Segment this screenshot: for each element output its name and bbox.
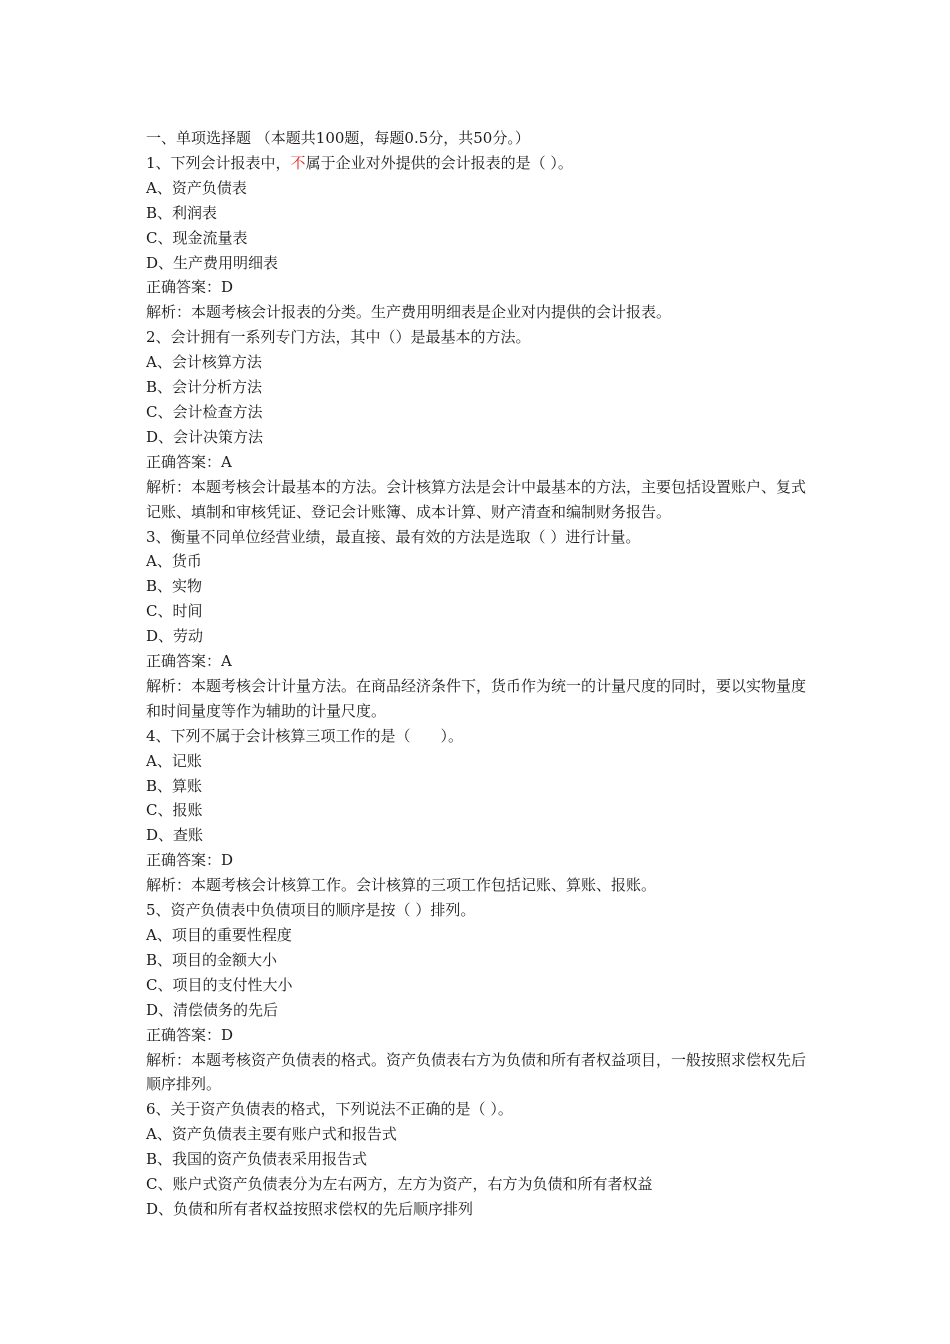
option-a: A、会计核算方法 [146, 353, 262, 372]
question-4 [146, 724, 816, 898]
option-b: B、利润表 [146, 203, 218, 222]
option-b: B、会计分析方法 [146, 378, 263, 397]
option-c: C、现金流量表 [146, 228, 248, 247]
option-c: C、账户式资产负债表分为左右两方，左方为资产，右方为负债和所有者权益 [146, 1175, 653, 1194]
option-a: A、资产负债表 [146, 178, 247, 197]
correct-answer: 正确答案：D [146, 278, 234, 297]
question-1 [146, 151, 816, 325]
option-c: C、会计检查方法 [146, 402, 263, 421]
option-a: A、项目的重要性程度 [146, 926, 292, 944]
question-5 [146, 898, 816, 1097]
analysis: 解析：本题考核会计最基本的方法。会计核算方法是会计中最基本的方法，主要包括设置账户、复式记账、填制和审核凭证、登记会计账簿、成本计算、财产清查和编制财务报告。 [146, 477, 807, 521]
option-c: C、项目的支付性大小 [146, 975, 293, 994]
option-b: B、实物 [146, 577, 203, 596]
option-a: A、货币 [146, 552, 202, 571]
analysis: 解析：本题考核会计报表的分类。生产费用明细表是企业对内提供的会计报表。 [146, 303, 672, 322]
question-stem: 6、关于资产负债表的格式，下列说法不正确的是（ ）。 [146, 1100, 513, 1119]
option-b: B、项目的金额大小 [146, 950, 278, 969]
option-d: D、负债和所有者权益按照求偿权的先后顺序排列 [146, 1199, 474, 1218]
question-stem: 5、资产负债表中负债项目的顺序是按（ ）排列。 [146, 901, 476, 920]
question-stem: 3、衡量不同单位经营业绩，最直接、最有效的方法是选取（ ）进行计量。 [146, 527, 641, 546]
analysis: 解析：本题考核会计核算工作。会计核算的三项工作包括记账、算账、报账。 [146, 876, 657, 895]
option-a: A、资产负债表主要有账户式和报告式 [146, 1125, 397, 1144]
option-d: D、会计决策方法 [146, 427, 264, 446]
correct-answer: 正确答案：D [146, 851, 234, 870]
option-c: C、时间 [146, 602, 203, 621]
question-3 [146, 525, 816, 724]
analysis: 解析：本题考核资产负债表的格式。资产负债表右方为负债和所有者权益项目，一般按照求偿权先后顺序排列。 [146, 1050, 807, 1094]
correct-answer: 正确答案：A [146, 452, 232, 471]
question-2 [146, 325, 816, 524]
option-d: D、清偿债务的先后 [146, 1000, 279, 1019]
correct-answer: 正确答案：D [146, 1025, 234, 1044]
option-d: D、劳动 [146, 627, 204, 646]
question-stem [146, 151, 816, 176]
question-stem: 2、会计拥有一系列专门方法，其中（）是最基本的方法。 [146, 328, 531, 347]
question-6 [146, 1097, 816, 1222]
question-stem: 4、下列不属于会计核算三项工作的是（ ）。 [146, 726, 464, 745]
stem-prefix: 1、下列会计报表中， [146, 153, 291, 172]
option-d: D、查账 [146, 826, 204, 845]
correct-answer: 正确答案：A [146, 652, 232, 671]
section-title: 一、单项选择题 （本题共100题，每题0.5分，共50分。） [146, 129, 530, 147]
analysis: 解析：本题考核会计计量方法。在商品经济条件下，货币作为统一的计量尺度的同时，要以实物量度和时间量度等作为辅助的计量尺度。 [146, 676, 807, 720]
stem-suffix: 属于企业对外提供的会计报表的是（ ）。 [305, 153, 573, 172]
option-a: A、记账 [146, 751, 202, 770]
option-b: B、我国的资产负债表采用报告式 [146, 1150, 368, 1169]
option-c: C、报账 [146, 801, 203, 820]
stem-highlight: 不 [290, 153, 306, 172]
option-b: B、算账 [146, 776, 203, 795]
document-page [146, 126, 816, 1222]
option-d: D、生产费用明细表 [146, 253, 279, 272]
